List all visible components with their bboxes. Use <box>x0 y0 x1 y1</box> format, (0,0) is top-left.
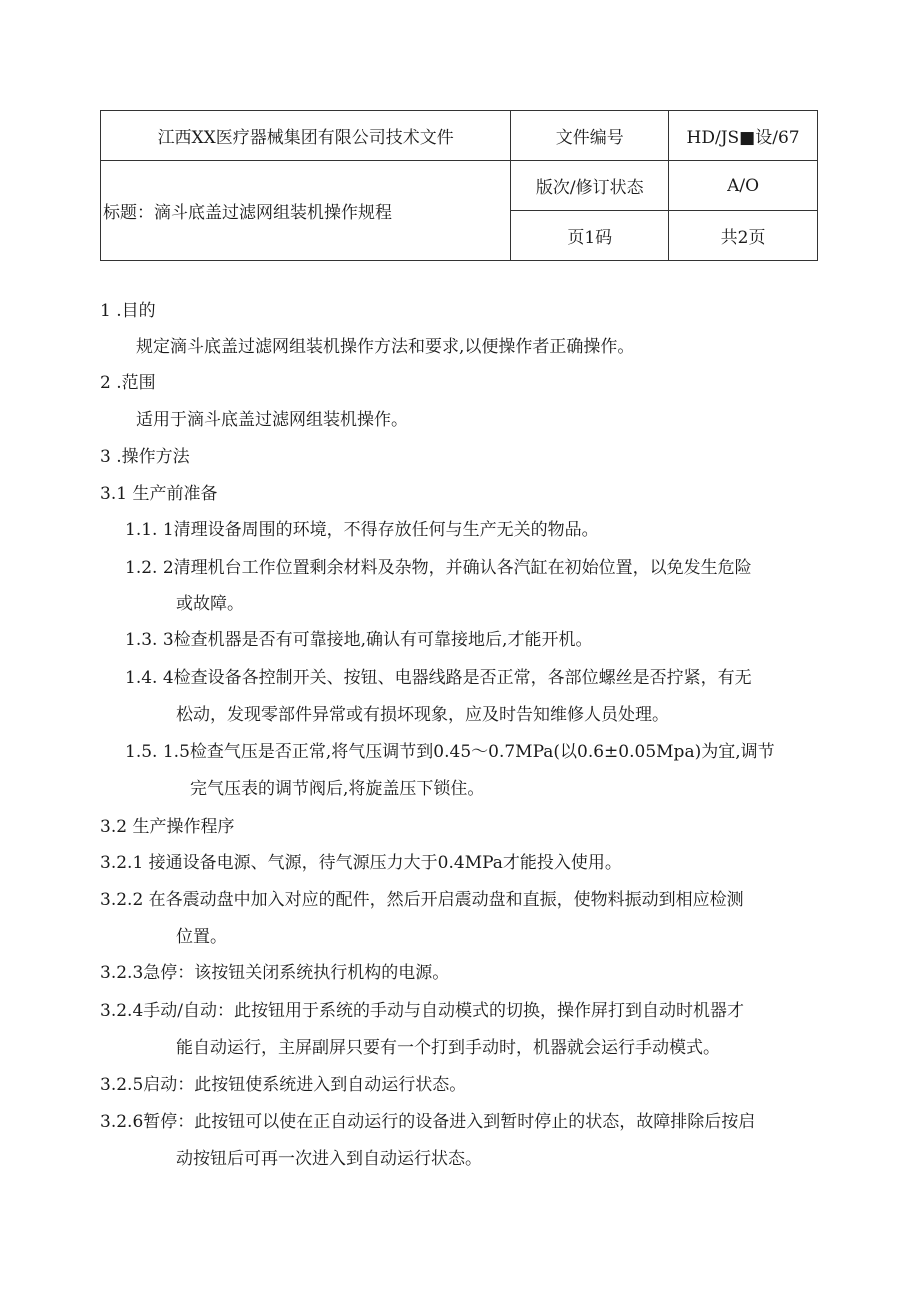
version-value: A/O <box>669 161 818 211</box>
page-total: 共2页 <box>669 211 818 261</box>
section-1-heading: 1 .目的 <box>100 301 156 321</box>
list-item-continuation: 动按钮后可再一次进入到自动运行状态。 <box>176 1149 482 1169</box>
list-item: 3.2.3急停：该按钮关闭系统执行机构的电源。 <box>100 963 450 983</box>
section-2-heading: 2 .范围 <box>100 373 156 393</box>
document-title-cell: 标题：滴斗底盖过滤网组装机操作规程 <box>101 161 511 261</box>
list-item: 1.3. 3检查机器是否有可靠接地,确认有可靠接地后,才能开机。 <box>125 630 593 650</box>
section-1-text: 规定滴斗底盖过滤网组装机操作方法和要求,以便操作者正确操作。 <box>136 337 635 357</box>
doc-number-label: 文件编号 <box>511 111 669 161</box>
list-item: 3.2.2 在各震动盘中加入对应的配件，然后开启震动盘和直振，使物料振动到相应检测 <box>100 890 744 910</box>
list-item-continuation: 完气压表的调节阀后,将旋盖压下锁住。 <box>190 779 485 799</box>
list-item: 1.4. 4检查设备各控制开关、按钮、电器线路是否正常，各部位螺丝是否拧紧，有无 <box>125 668 752 688</box>
page-number-label: 页1码 <box>511 211 669 261</box>
list-item: 3.2.6暂停：此按钮可以使在正自动运行的设备进入到暂时停止的状态，故障排除后按启 <box>100 1112 756 1132</box>
section-3-heading: 3 .操作方法 <box>100 447 190 467</box>
list-item-continuation: 位置。 <box>176 927 227 947</box>
section-2-text: 适用于滴斗底盖过滤网组装机操作。 <box>136 410 408 430</box>
doc-number-value: HD/JS■设/67 <box>669 111 818 161</box>
section-3-2-heading: 3.2 生产操作程序 <box>100 817 235 837</box>
version-label: 版次/修订状态 <box>511 161 669 211</box>
section-3-1-heading: 3.1 生产前准备 <box>100 484 218 504</box>
list-item-continuation: 或故障。 <box>176 594 244 614</box>
list-item: 3.2.4手动/自动：此按钮用于系统的手动与自动模式的切换，操作屏打到自动时机器才 <box>100 1001 744 1021</box>
list-item: 1.1. 1清理设备周围的环境，不得存放任何与生产无关的物品。 <box>125 520 599 540</box>
list-item: 3.2.1 接通设备电源、气源，待气源压力大于0.4MPa才能投入使用。 <box>100 853 622 873</box>
company-title-cell: 江西XX医疗器械集团有限公司技术文件 <box>101 111 511 161</box>
list-item: 3.2.5启动：此按钮使系统进入到自动运行状态。 <box>100 1075 467 1095</box>
list-item: 1.5. 1.5检查气压是否正常,将气压调节到0.45～0.7MPa(以0.6±0.05Mpa)为宜,调节 <box>125 742 775 762</box>
list-item-continuation: 松动，发现零部件异常或有损坏现象，应及时告知维修人员处理。 <box>176 705 669 725</box>
list-item-continuation: 能自动运行，主屏副屏只要有一个打到手动时，机器就会运行手动模式。 <box>176 1038 720 1058</box>
list-item: 1.2. 2清理机台工作位置剩余材料及杂物，并确认各汽缸在初始位置，以免发生危险 <box>125 558 752 578</box>
